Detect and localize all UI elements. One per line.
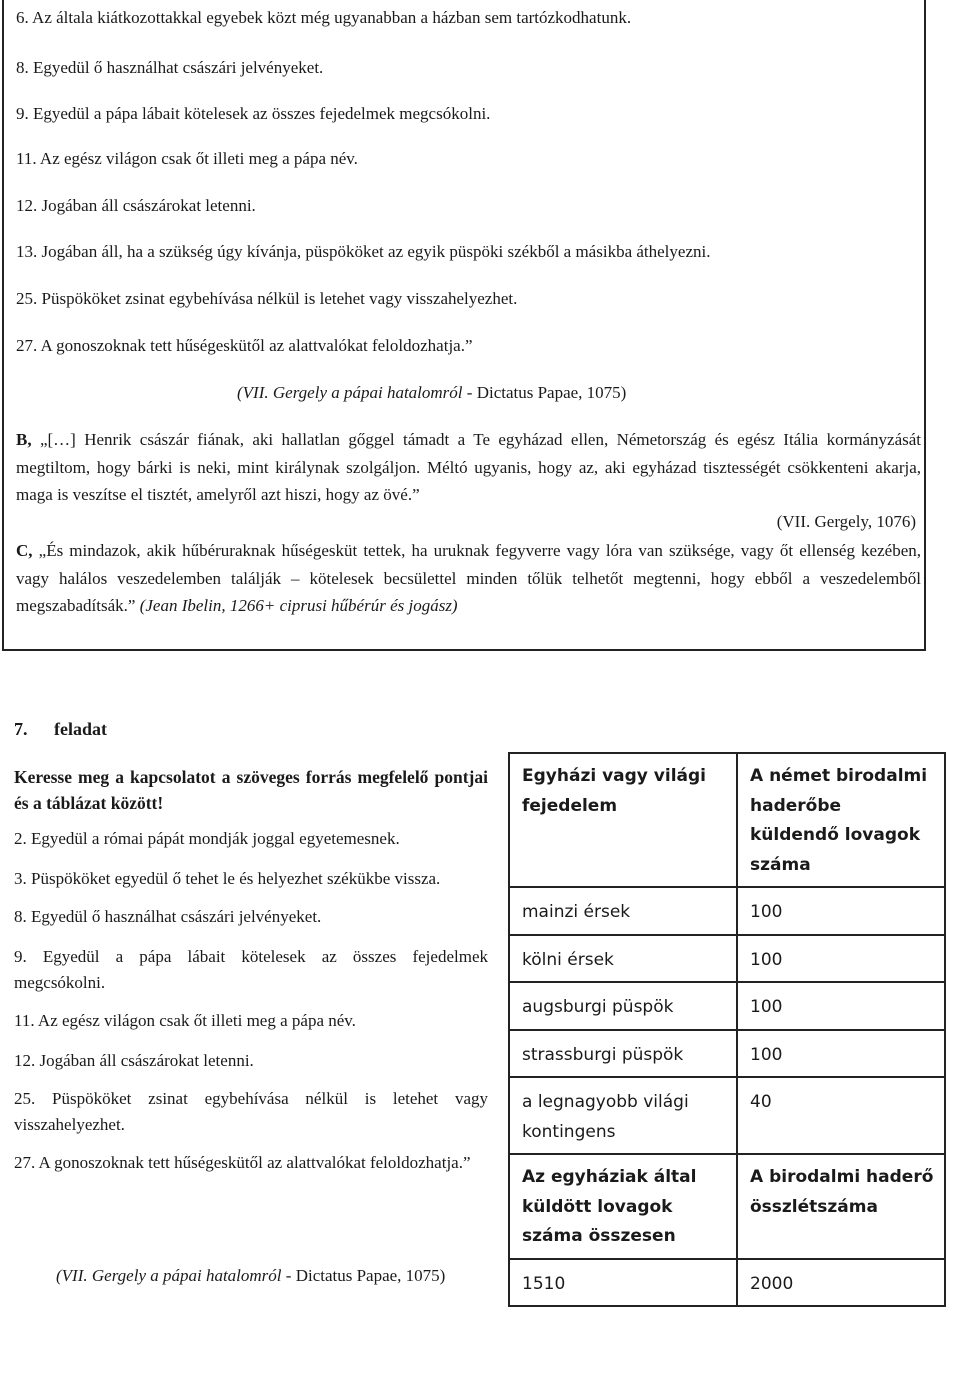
table-row bbox=[509, 982, 945, 1030]
task-item: 12. Jogában áll császárokat letenni. bbox=[14, 1051, 254, 1070]
source-c-label: C, bbox=[16, 541, 33, 560]
task-citation-plain: - Dictatus Papae, 1075) bbox=[281, 1266, 446, 1285]
table-header-cell: Egyházi vagy világi fejedelem bbox=[509, 753, 737, 887]
task-item: 3. Püspököket egyedül ő tehet le és helyezhet székükbe vissza. bbox=[14, 869, 441, 888]
task-heading bbox=[14, 719, 107, 740]
table-header-cell: A német birodalmi haderőbe küldendő lovagok száma bbox=[737, 753, 945, 887]
source-b-label: B, bbox=[16, 430, 32, 449]
source-line: 27. A gonoszoknak tett hűségeskütől az alattvalókat feloldozhatja.” bbox=[16, 336, 473, 355]
source-line: 8. Egyedül ő használhat császári jelvényeket. bbox=[16, 58, 324, 77]
task-instruction: Keresse meg a kapcsolatot a szöveges forrás megfelelő pontjai és a táblázat között! bbox=[14, 767, 488, 813]
source-line: 9. Egyedül a pápa lábait kötelesek az összes fejedelmek megcsókolni. bbox=[16, 104, 491, 123]
knights-table bbox=[508, 752, 946, 1307]
citation-italic: (VII. Gergely a pápai hatalomról bbox=[237, 383, 463, 402]
table-header-row bbox=[509, 753, 945, 887]
table-header-cell: Az egyháziak által küldött lovagok száma összesen bbox=[509, 1154, 737, 1259]
table-row bbox=[509, 935, 945, 983]
task-citation bbox=[14, 1262, 488, 1290]
table-cell: 100 bbox=[737, 887, 945, 935]
source-line: 13. Jogában áll, ha a szükség úgy kívánja, püspököket az egyik püspöki székből a másikba áthelyezni. bbox=[16, 242, 711, 261]
table-cell: 100 bbox=[737, 982, 945, 1030]
source-b-citation: (VII. Gergely, 1076) bbox=[776, 512, 916, 531]
table-cell: 100 bbox=[737, 1030, 945, 1078]
table-cell: strassburgi püspök bbox=[509, 1030, 737, 1078]
task-item: 11. Az egész világon csak őt illeti meg a pápa név. bbox=[14, 1011, 356, 1030]
source-line: 12. Jogában áll császárokat letenni. bbox=[16, 196, 256, 215]
source-box bbox=[2, 0, 926, 651]
table-cell: 100 bbox=[737, 935, 945, 983]
citation-plain: - Dictatus Papae, 1075) bbox=[462, 383, 627, 402]
source-b-text: „[…] Henrik császár fiának, aki hallatlan gőggel támadt a Te egyházad ellen, Németország és egész Itália kormányzását megtiltom, hogy bárki is neki, mint királynak szolgáljon. Méltó ugyanis, hogy az, aki egyházad tisztességét csökkenteni akarja, maga is veszítse el tisztét, amelyről azt hiszi, hogy az övé.” bbox=[16, 430, 921, 504]
task-item: 2. Egyedül a római pápát mondják joggal egyetemesnek. bbox=[14, 829, 400, 848]
table-row bbox=[509, 1030, 945, 1078]
table-cell: kölni érsek bbox=[509, 935, 737, 983]
task-item: 27. A gonoszoknak tett hűségeskütől az alattvalókat feloldozhatja.” bbox=[14, 1153, 471, 1172]
source-c-citation: (Jean Ibelin, 1266+ ciprusi hűbérúr és jogász) bbox=[139, 596, 458, 615]
table-cell: 1510 bbox=[509, 1259, 737, 1307]
task-item: 25. Püspököket zsinat egybehívása nélkül is letehet vagy visszahelyezhet. bbox=[14, 1089, 488, 1134]
table-header-cell: A birodalmi haderő összlétszáma bbox=[737, 1154, 945, 1259]
task-citation-italic: (VII. Gergely a pápai hatalomról bbox=[56, 1266, 282, 1285]
task-title: feladat bbox=[54, 719, 107, 739]
table-cell: 2000 bbox=[737, 1259, 945, 1307]
source-line: 25. Püspököket zsinat egybehívása nélkül is letehet vagy visszahelyezhet. bbox=[16, 289, 518, 308]
table-cell: mainzi érsek bbox=[509, 887, 737, 935]
table-row bbox=[509, 887, 945, 935]
table-row bbox=[509, 1077, 945, 1154]
source-citation bbox=[237, 383, 626, 403]
source-line: 11. Az egész világon csak őt illeti meg a pápa név. bbox=[16, 149, 358, 168]
source-line: 6. Az általa kiátkozottakkal egyebek közt még ugyanabban a házban sem tartózkodhatunk. bbox=[16, 8, 632, 27]
table-summary-row bbox=[509, 1259, 945, 1307]
task-item: 9. Egyedül a pápa lábait kötelesek az összes fejedelmek megcsókolni. bbox=[14, 947, 488, 992]
table-cell: 40 bbox=[737, 1077, 945, 1154]
task-text-column bbox=[14, 764, 488, 1176]
table-summary-header-row bbox=[509, 1154, 945, 1259]
task-number: 7. bbox=[14, 719, 28, 739]
table-cell: a legnagyobb világi kontingens bbox=[509, 1077, 737, 1154]
source-c bbox=[16, 537, 921, 620]
source-b bbox=[16, 426, 921, 509]
source-c-text: „És mindazok, akik hűbéruraknak hűségesküt tettek, ha uruknak fegyverre vagy lóra van szüksége, vagy őt ellenség kezében, vagy halálos veszedelemben találják – kötelesek becsülettel minden tőlük telhetőt megtenni, hogy ebből a veszedelemből megszabadítsák.” bbox=[16, 541, 921, 615]
table-cell: augsburgi püspök bbox=[509, 982, 737, 1030]
task-item: 8. Egyedül ő használhat császári jelvényeket. bbox=[14, 907, 322, 926]
